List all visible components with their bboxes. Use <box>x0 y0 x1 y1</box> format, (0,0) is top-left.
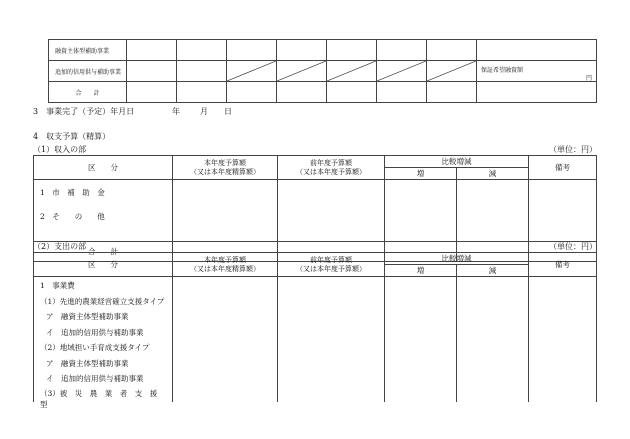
expense-body-row <box>34 277 597 402</box>
income-categories <box>34 180 173 242</box>
diagonal-cell <box>427 61 477 82</box>
income-table <box>33 155 597 262</box>
top-total-row <box>49 82 597 103</box>
expense-row-label: イ 追加的信用供与補助事業 <box>46 374 144 383</box>
income-header-row <box>34 156 597 168</box>
this-year-header: 本年度予算額 （又は本年度精算額） <box>173 156 278 180</box>
month-label: 月 <box>200 107 208 116</box>
top-row-1 <box>49 40 597 61</box>
diagonal-cell <box>227 61 277 82</box>
diagonal-cell <box>327 61 377 82</box>
diagonal-cell <box>377 61 427 82</box>
expense-row-label: （3）被 災 農 業 者 支 援 型 <box>40 389 165 409</box>
income-unit: （単位：円） <box>549 145 597 154</box>
day-label: 日 <box>224 107 232 116</box>
row-label: 融資主体型補助事業 <box>49 40 127 61</box>
guarantee-cell[interactable] <box>477 61 597 82</box>
expense-row-label: 1 事業費 <box>40 281 75 290</box>
compare-header: 比較増減 <box>385 156 529 168</box>
year-label: 年 <box>172 107 180 116</box>
expense-row-label: （2）地域担い手育成支援タイプ <box>40 343 150 352</box>
total-label: 合 計 <box>49 82 127 103</box>
decrease-header: 減 <box>457 168 529 180</box>
top-row-2 <box>49 61 597 82</box>
expense-title: （2）支出の部 <box>33 242 87 251</box>
prev-year-header: 前年度予算額 （又は本年度予算額） <box>278 156 385 180</box>
remarks-header: 備考 <box>529 253 597 277</box>
decrease-header: 減 <box>457 265 529 277</box>
expense-row-label: イ 追加的信用供与補助事業 <box>46 328 144 337</box>
expense-table <box>33 252 597 409</box>
top-table <box>48 39 597 103</box>
expense-categories <box>34 277 173 409</box>
section4-title: 4 収支予算（精算） <box>33 132 111 141</box>
compare-header: 比較増減 <box>385 253 529 265</box>
prev-year-header: 前年度予算額 （又は本年度予算額） <box>278 253 385 277</box>
expense-row-label: （1）先進的農業経営確立支援タイプ <box>40 297 165 306</box>
diagonal-cell <box>277 61 327 82</box>
this-year-header: 本年度予算額 （又は本年度精算額） <box>173 253 278 277</box>
remarks-header: 備考 <box>529 156 597 180</box>
income-total-label: 合 計 <box>34 242 173 262</box>
income-title: （1）収入の部 <box>33 145 87 154</box>
expense-row-label: ア 融資主体型補助事業 <box>46 312 129 321</box>
row-label: 追加的信用供与補助事業 <box>49 61 127 82</box>
expense-row-label: ア 融資主体型補助事業 <box>46 359 129 368</box>
guarantee-unit: 円 <box>585 75 592 82</box>
expense-unit: （単位：円） <box>549 242 597 251</box>
completion-date-label: 3 事業完了（予定）年月日 <box>33 107 135 116</box>
category-header: 区 分 <box>34 253 173 277</box>
income-body-row <box>34 180 597 242</box>
increase-header: 増 <box>385 265 457 277</box>
expense-header-row <box>34 253 597 265</box>
increase-header: 増 <box>385 168 457 180</box>
category-header: 区 分 <box>34 156 173 180</box>
income-row-label: 1 市 補 助 金 <box>40 188 105 197</box>
guarantee-label: 保証希望融資額 <box>481 67 524 74</box>
income-row-label: 2 そ の 他 <box>40 212 105 221</box>
